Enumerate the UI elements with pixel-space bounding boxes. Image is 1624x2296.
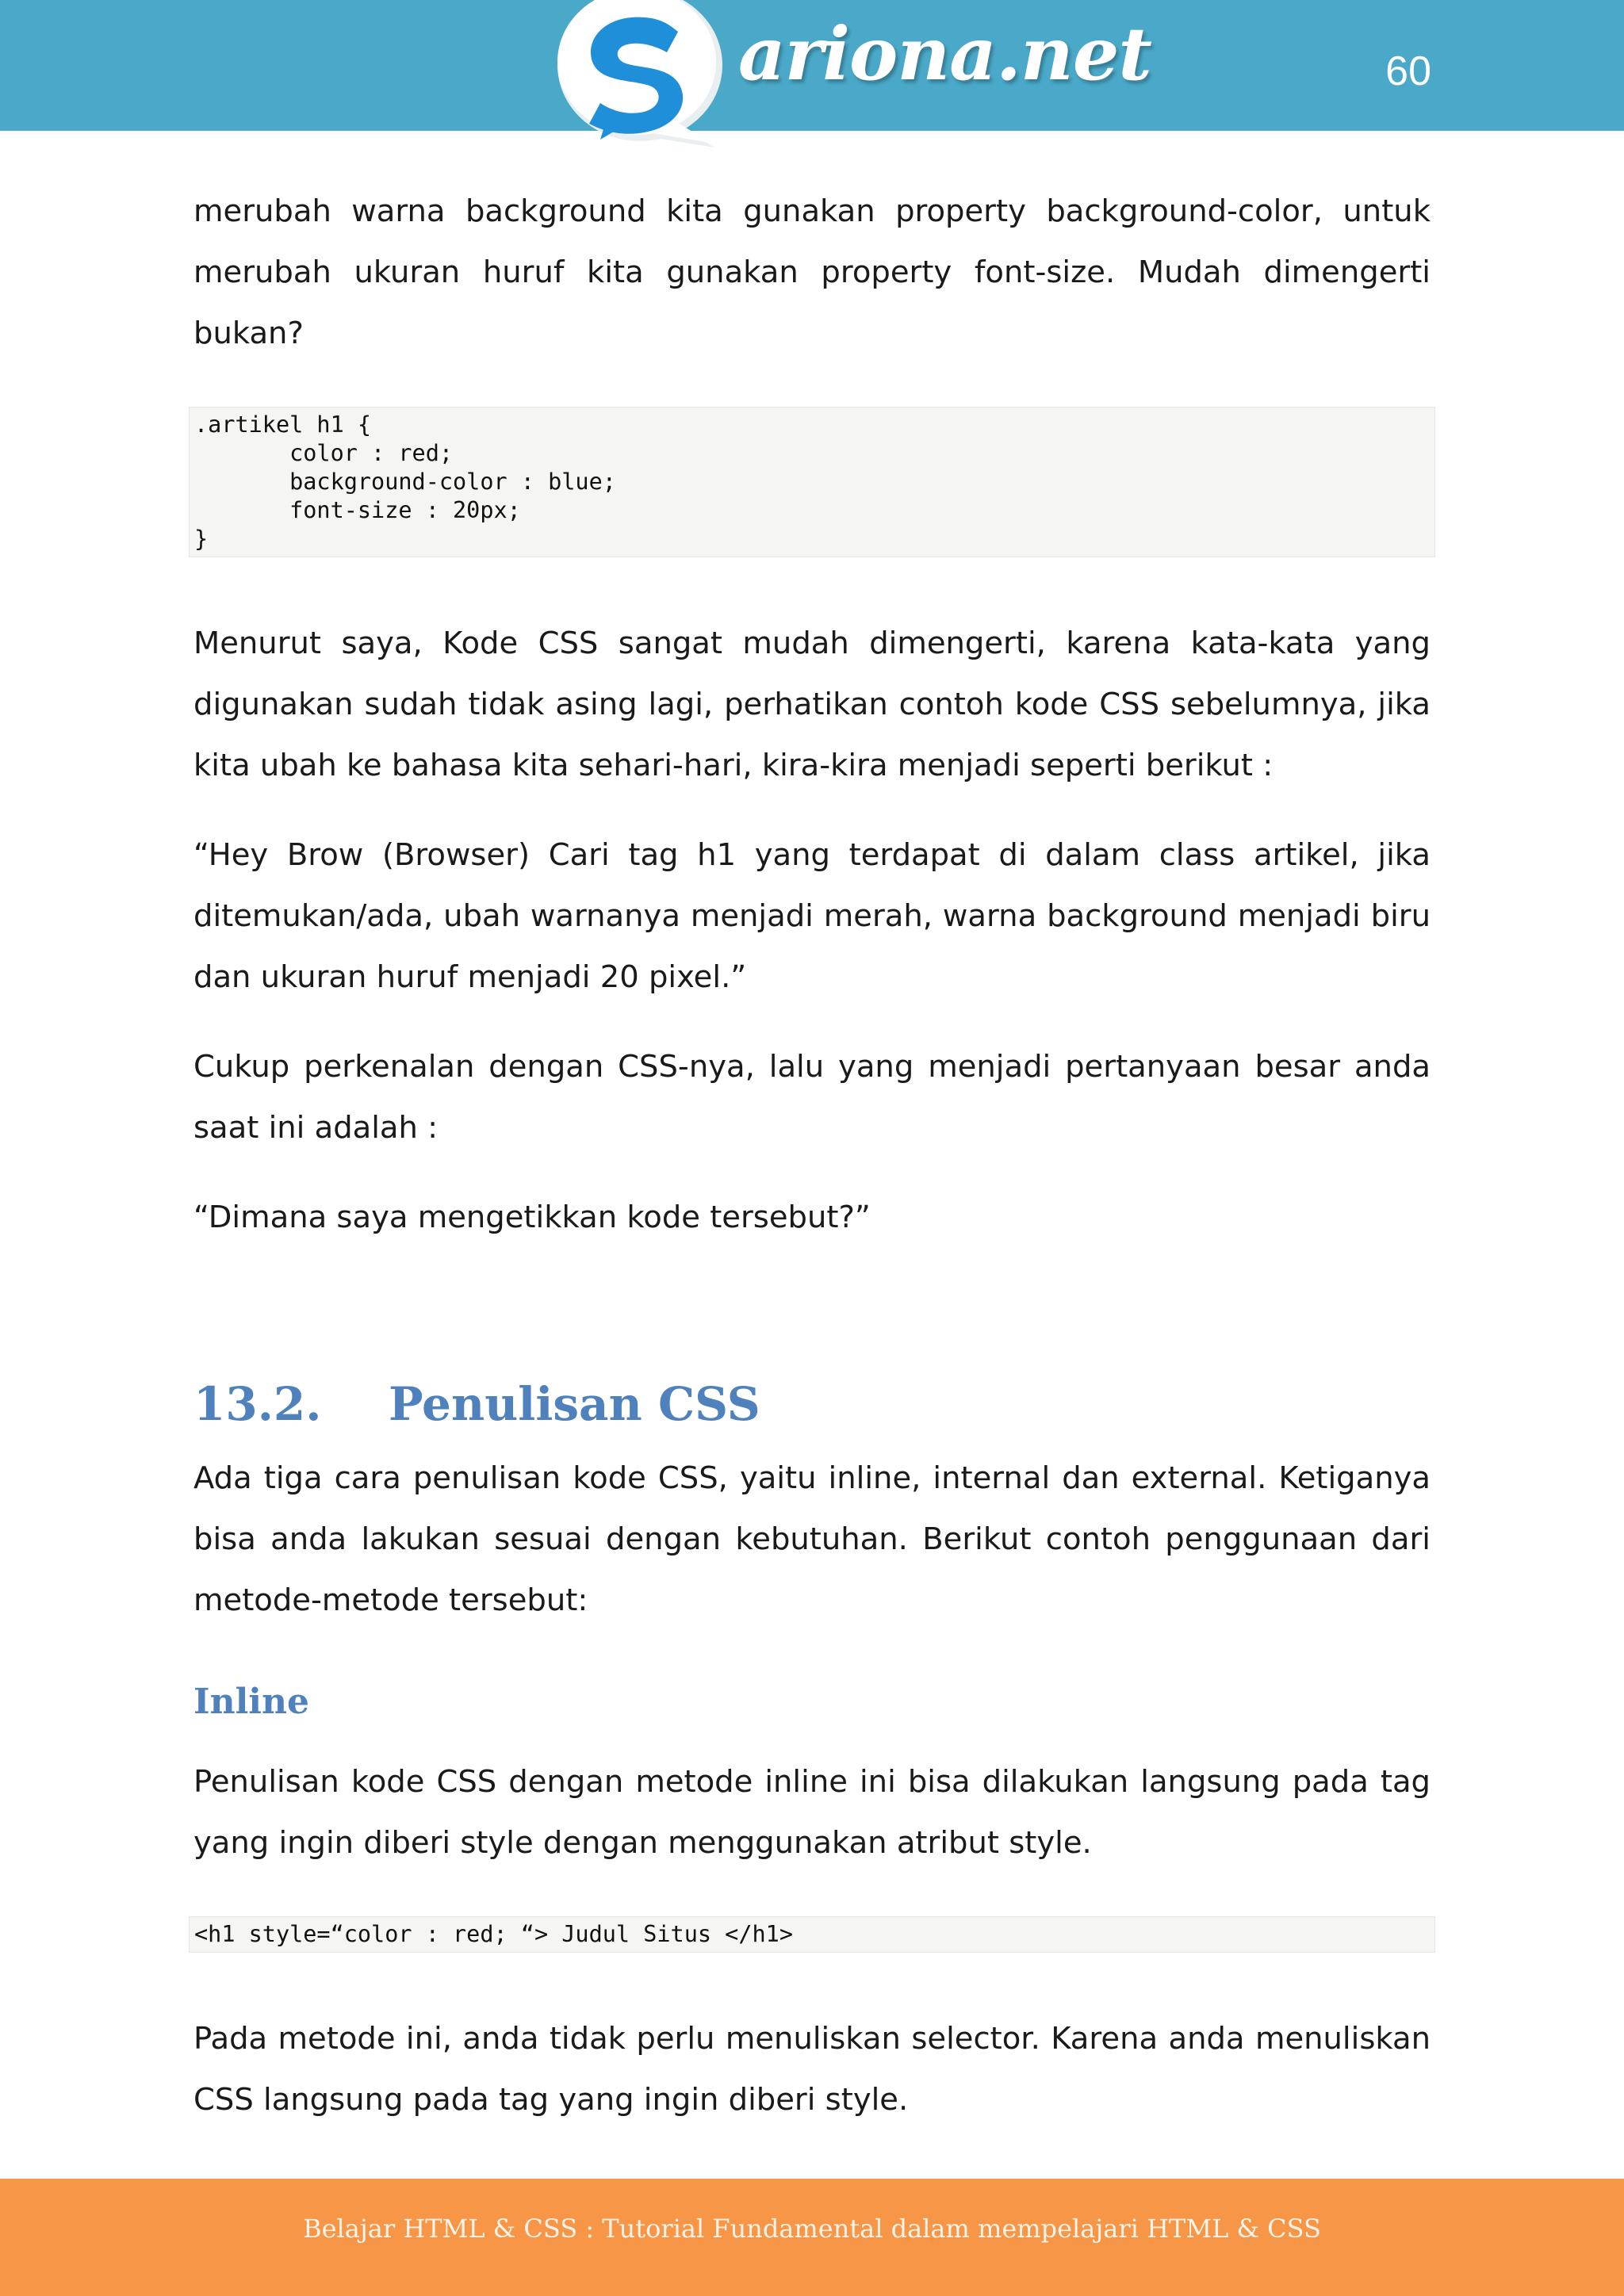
paragraph: Penulisan kode CSS dengan metode inline ini bisa dilakukan langsung pada tag yang ingin diberi style dengan menggunakan atribut style.	[193, 1764, 1431, 1861]
paragraph: Menurut saya, Kode CSS sangat mudah dimengerti, karena kata-kata yang digunakan sudah tidak asing lagi, perhatikan contoh kode CSS sebelumnya, jika kita ubah ke bahasa kita sehari-hari, kira-kira menjadi seperti berikut :	[193, 626, 1431, 783]
site-logo	[551, 0, 1151, 151]
page-number: 60	[1385, 48, 1431, 94]
code-line: color : red;	[194, 440, 454, 466]
section-heading	[193, 1375, 1431, 1433]
section-number: 13.2.	[193, 1377, 322, 1431]
code-block-css	[189, 407, 1435, 557]
paragraph: Cukup perkenalan dengan CSS-nya, lalu yang menjadi pertanyaan besar anda saat ini adalah :	[193, 1049, 1431, 1146]
code-line: font-size : 20px;	[194, 497, 521, 523]
footer-text: Belajar HTML & CSS : Tutorial Fundamental dalam mempelajari HTML & CSS	[303, 2214, 1321, 2244]
page-footer	[0, 2179, 1624, 2296]
code-line: }	[194, 526, 209, 552]
code-line: <h1 style=“color : red; “> Judul Situs </h1>	[194, 1921, 793, 1947]
code-block-html	[189, 1916, 1435, 1953]
speech-bubble-logo-icon	[551, 0, 733, 151]
section-title: Penulisan CSS	[389, 1377, 760, 1431]
code-line: .artikel h1 {	[194, 411, 372, 438]
paragraph: Pada metode ini, anda tidak perlu menuliskan selector. Karena anda menuliskan CSS langsung pada tag yang ingin diberi style.	[193, 2021, 1431, 2118]
paragraph-quote: “Dimana saya mengetikkan kode tersebut?”	[193, 1200, 871, 1235]
subsection-heading: Inline	[193, 1682, 309, 1722]
code-line: background-color : blue;	[194, 469, 616, 495]
page-header	[0, 0, 1624, 131]
logo-text: ariona.net	[738, 11, 1151, 97]
paragraph: Ada tiga cara penulisan kode CSS, yaitu inline, internal dan external. Ketiganya bisa anda lakukan sesuai dengan kebutuhan. Berikut contoh penggunaan dari metode-metode tersebut:	[193, 1460, 1431, 1618]
paragraph-quote: “Hey Brow (Browser) Cari tag h1 yang terdapat di dalam class artikel, jika ditemukan/ada, ubah warnanya menjadi merah, warna background menjadi biru dan ukuran huruf menjadi 20 pixel.”	[193, 837, 1431, 995]
page-content	[193, 181, 1431, 2130]
paragraph: merubah warna background kita gunakan property background-color, untuk merubah ukuran huruf kita gunakan property font-size. Mudah dimengerti bukan?	[193, 193, 1431, 351]
